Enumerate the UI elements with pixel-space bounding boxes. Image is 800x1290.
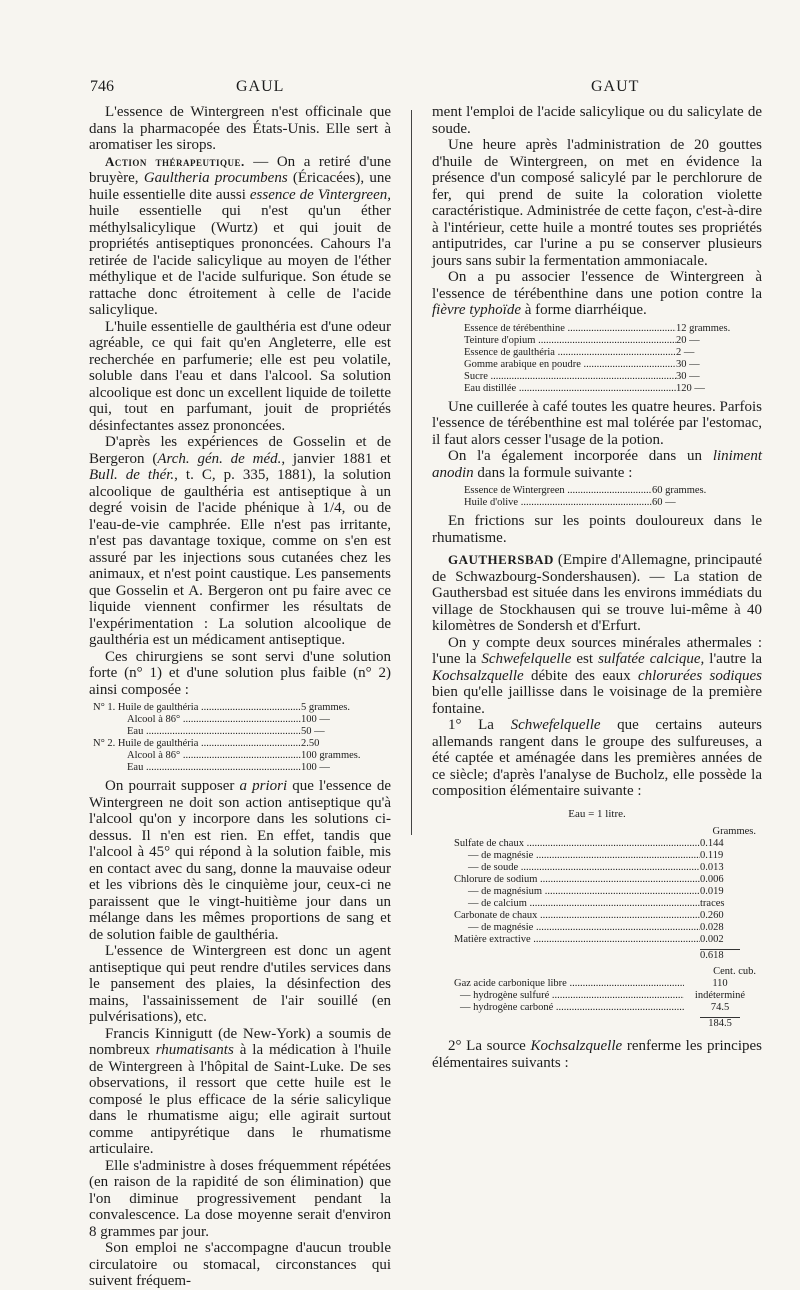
table-row: N° 2. Huile de gaulthéria ..... 2.50 bbox=[93, 738, 381, 750]
paragraph: 1° La Schwefelquelle que certains auteurs allemands rangent dans le groupe des sulfureuses, a été captée et aménagée dans les premières années de ce siècle; d'après l'analyse de Bucholz, elle possède la composition élémentaire suivante : bbox=[432, 717, 762, 799]
table-row: Gomme arabique en poudre ..... 30 — bbox=[464, 359, 756, 371]
paragraph: Francis Kinnigutt (de New-York) a soumis de nombreux rhumatisants à la médication à l'huile de Wintergreen à l'hôpital de Saint-Luke. De ses observations, il ressort que cette huile est le composé le plus efficace de la série salicylique dans le rhumatisme aigu; elle agirait surtout comme antipyrétique dans le rhumatisme articulaire. bbox=[89, 1025, 391, 1157]
paragraph: En frictions sur les points douloureux dans le rhumatisme. bbox=[432, 513, 762, 546]
paragraph: Une cuillerée à café toutes les quatre heures. Parfois l'essence de térébenthine est mal tolérée par l'estomac, il faut alors cesser l'usage de la potion. bbox=[432, 398, 762, 448]
paragraph: On y compte deux sources minérales athermales : l'une la Schwefelquelle est sulfatée calcique, l'autre la Kochsalzquelle débite des eaux chlorurées sodiques bien qu'elle jaillisse dans le voisinage de la première fontaine. bbox=[432, 634, 762, 717]
running-head-right: GAUT bbox=[591, 78, 640, 95]
table-row: Alcool à 86° ..... 100 grammes. bbox=[93, 750, 381, 762]
table-row: Eau distillée ..... 120 — bbox=[464, 383, 756, 395]
unit-label: Grammes. bbox=[712, 826, 756, 837]
table-total-row bbox=[454, 1017, 756, 1030]
table-row: Sucre ..... 30 — bbox=[464, 371, 756, 383]
unit-label: Cent. cub. bbox=[713, 966, 756, 977]
paragraph: On a pu associer l'essence de Wintergreen à l'essence de térébenthine dans une potion contre la fièvre typhoïde à forme diarrhéique. bbox=[432, 269, 762, 318]
paragraph: Action thérapeutique. — On a retiré d'une bruyère, Gaultheria procumbens (Éricacées), une huile essentielle dite aussi essence de Vintergreen, huile essentielle qui n'est qu'un éther méthylsalicylique (Wurtz) et qui jouit de propriétés antiseptiques prononcées. Cahours l'a retirée de l'acide salicylique au moyen de l'éther méthylique et de l'acide sulfurique. Son étude se rattache donc étroitement à celle de l'acide salicylique. bbox=[89, 153, 391, 318]
table-row: Teinture d'opium ..... 20 — bbox=[464, 335, 756, 347]
right-column bbox=[432, 104, 762, 1071]
table-row: — de soude ..... 0.013 bbox=[454, 862, 756, 874]
paragraph: On pourrait supposer a priori que l'essence de Wintergreen ne doit son action antiseptique qu'à l'alcool qu'on y incorpore dans les solutions ci-dessus. Il n'en est rien. En effet, tandis que l'alcool à 45° qui répond à la solution faible, mis en contact avec du sang, donne la mauvaise odeur et les vibrions dès le cinquième jour, ceux-ci ne paraissent que le vingt-huitième jour dans un mélange dans les mêmes proportions de sang et de solution faible de gaulthéria. bbox=[89, 778, 391, 943]
paragraph: Son emploi ne s'accompagne d'aucun trouble circulatoire ou stomacal, circonstances qui suivent fréquem- bbox=[89, 1240, 391, 1289]
table-row: — de magnésie ..... 0.028 bbox=[454, 922, 756, 934]
table-row: Essence de térébenthine ..... 12 grammes. bbox=[464, 323, 756, 335]
table-row: Essence de gaulthéria ..... 2 — bbox=[464, 347, 756, 359]
paragraph: Ces chirurgiens se sont servi d'une solution forte (n° 1) et d'une solution plus faible (n° 2) ainsi composée : bbox=[89, 648, 391, 698]
section-heading: Action thérapeutique. bbox=[105, 153, 245, 169]
table-row: Gaz acide carbonique libre ..... 110 bbox=[454, 978, 756, 990]
table-row: Carbonate de chaux ..... 0.260 bbox=[454, 910, 756, 922]
table-row: Chlorure de sodium ..... 0.006 bbox=[454, 874, 756, 886]
entry-heading: GAUTHERSBAD bbox=[448, 552, 554, 567]
column-divider bbox=[411, 110, 412, 835]
table-total: 184.5 bbox=[700, 1017, 740, 1030]
paragraph: L'essence de Wintergreen n'est officinale que dans la pharmacopée des États-Unis. Elle sert à aromatiser les sirops. bbox=[89, 104, 391, 153]
table-row: Eau ..... 100 — bbox=[93, 762, 381, 774]
page-header bbox=[0, 78, 800, 100]
formula-table bbox=[93, 702, 381, 774]
paragraph: ment l'emploi de l'acide salicylique ou du salicylate de soude. bbox=[432, 104, 762, 137]
table-row: Alcool à 86° ..... 100 — bbox=[93, 714, 381, 726]
table-row: — de magnésie ..... 0.119 bbox=[454, 850, 756, 862]
table-row: Matière extractive ..... 0.002 bbox=[454, 934, 756, 946]
paragraph: Elle s'administre à doses fréquemment répétées (en raison de la rapidité de son élimination) que l'on diminue progressivement pendant la convalescence. La dose moyenne serait d'environ 8 grammes par jour. bbox=[89, 1157, 391, 1240]
table-row: — hydrogène sulfuré ..... indéterminé bbox=[454, 990, 756, 1002]
table-row: — hydrogène carboné ..... 74.5 bbox=[454, 1002, 756, 1014]
liniment-table bbox=[464, 485, 732, 509]
table-total: 0.618 bbox=[700, 949, 740, 962]
table-row: Eau ..... 50 — bbox=[93, 726, 381, 738]
running-head-left: GAUL bbox=[236, 78, 285, 95]
table-row: — de calcium ..... traces bbox=[454, 898, 756, 910]
table-total-row bbox=[454, 949, 756, 962]
composition-table bbox=[454, 826, 756, 1030]
table-row: Huile d'olive ..... 60 — bbox=[464, 497, 732, 509]
paragraph: On l'a également incorporée dans un liniment anodin dans la formule suivante : bbox=[432, 448, 762, 481]
table-row: Essence de Wintergreen ..... 60 grammes. bbox=[464, 485, 732, 497]
table-row: — de magnésium ..... 0.019 bbox=[454, 886, 756, 898]
table-row: Sulfate de chaux ..... 0.144 bbox=[454, 838, 756, 850]
paragraph: D'après les expériences de Gosselin et de Bergeron (Arch. gén. de méd., janvier 1881 et Bull. de thér., t. C, p. 335, 1881), la solution alcoolique de gaulthéria est antiseptique à un degré voisin de l'acide phénique à 1/4, ou de l'eau-de-vie camphrée. Elle n'est pas irritante, n'est pas davantage toxique, comme on s'en est assuré par les injections sous cutanées chez les animaux, et n'est point caustique. Les pansements que Gosselin et A. Bergeron ont pu faire avec ce liquide viennent confirmer les résultats de l'expérimentation : La solution alcoolique de gaulthéria est un médicament antiseptique. bbox=[89, 434, 391, 648]
paragraph: GAUTHERSBAD (Empire d'Allemagne, principauté de Schwazbourg-Sondershausen). — La station de Gauthersbad est située dans les environs immédiats du village de Stockhausen qui se trouve lui-même à 40 kilomètres de Sondersh et d'Erfurt. bbox=[432, 552, 762, 634]
left-column bbox=[89, 104, 391, 1290]
paragraph: L'huile essentielle de gaulthéria est d'une odeur agréable, ce qui fait qu'en Angleterre, elle est recherchée en parfumerie; elle est peu volatile, soluble dans l'eau et dans l'alcool. Sa solution alcoolique est donc un excellent liquide de toilette qui, tout en parfumant, jouit de propriétés désinfectantes assez prononcées. bbox=[89, 318, 391, 434]
page-number: 746 bbox=[90, 78, 114, 95]
table-caption: Eau = 1 litre. bbox=[568, 807, 626, 820]
paragraph: 2° La source Kochsalzquelle renferme les principes élémentaires suivants : bbox=[432, 1038, 762, 1071]
paragraph: Une heure après l'administration de 20 gouttes d'huile de Wintergreen, on met en évidence la présence d'un composé salicylé par le perchlorure de fer, qui prend de suite la coloration violette caractéristique. Administrée de cette façon, c'est-à-dire à l'intérieur, cette huile a montré toutes ses propriétés antiputrides, car l'urine a pu se conserver plusieurs jours sans subir la fermentation ammoniacale. bbox=[432, 137, 762, 269]
potion-table bbox=[464, 323, 756, 395]
paragraph: L'essence de Wintergreen est donc un agent antiseptique qui peut rendre d'utiles services dans le pansement des plaies, la désinfection des mains, l'assainissement de l'air souillé (en pulvérisations), etc. bbox=[89, 943, 391, 1025]
table-row: N° 1. Huile de gaulthéria ..... 5 grammes. bbox=[93, 702, 381, 714]
